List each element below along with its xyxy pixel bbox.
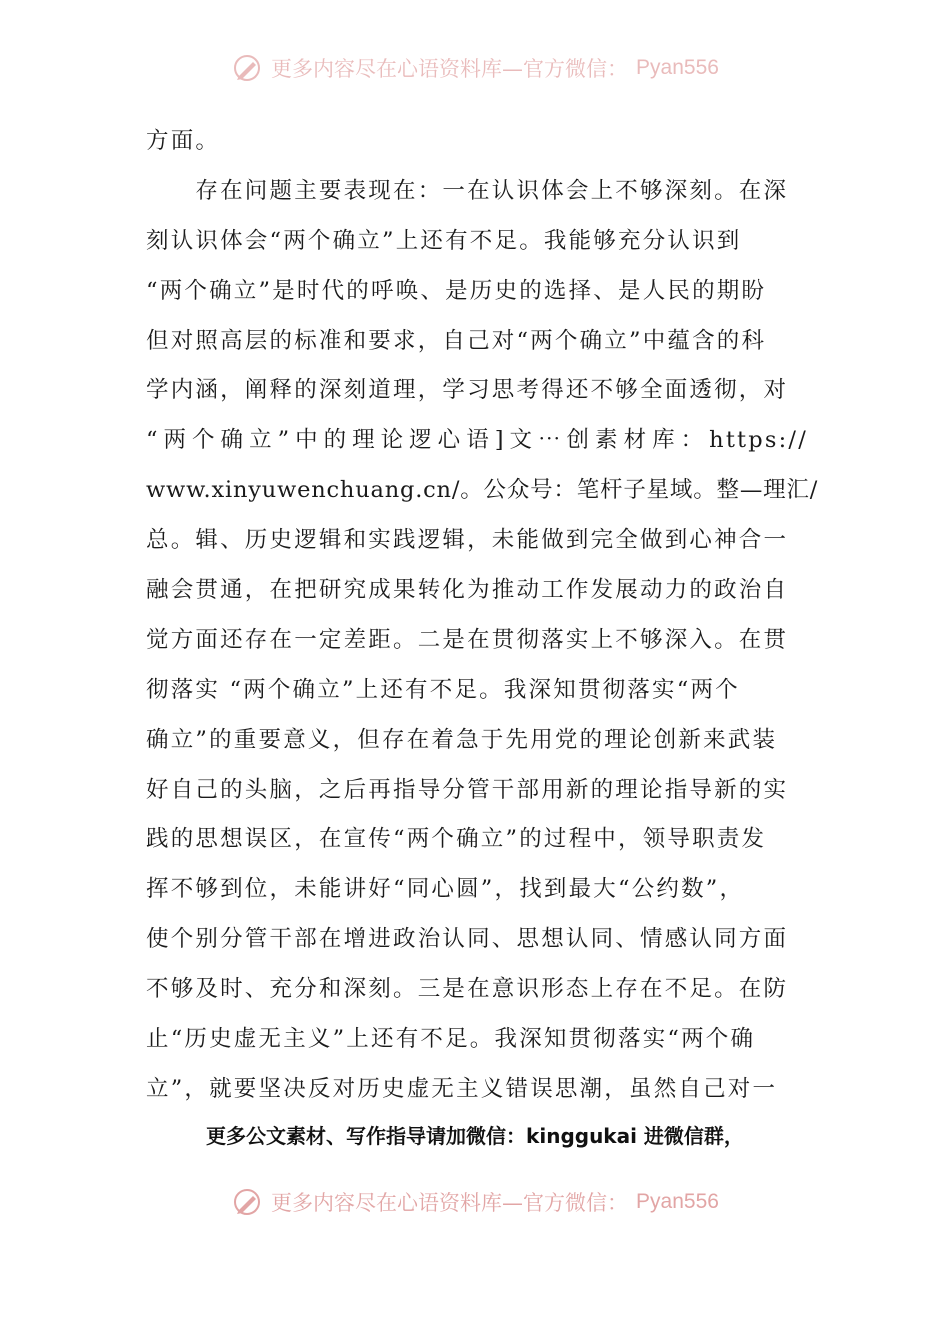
body-line: 确立”的重要意义，但存在着急于先用党的理论创新来武装 xyxy=(146,726,778,753)
body-line: 刻认识体会“两个确立”上还有不足。我能够充分认识到 xyxy=(146,227,742,254)
body-line: 好自己的头脑，之后再指导分管干部用新的理论指导新的实 xyxy=(146,776,789,803)
body-line: 止“历史虚无主义”上还有不足。我深知贯彻落实“两个确 xyxy=(146,1026,756,1053)
watermark-text: 更多内容尽在心语资料库—官方微信： xyxy=(271,57,629,81)
footer-watermark xyxy=(0,1186,950,1218)
pen-logo-icon xyxy=(231,52,263,84)
watermark-handle: Pyan556 xyxy=(636,1190,719,1213)
body-line: 存在问题主要表现在：一在认识体会上不够深刻。在深 xyxy=(146,177,789,204)
body-line: 使个别分管干部在增进政治认同、思想认同、情感认同方面 xyxy=(146,926,789,953)
promo-text: 更多公文素材、写作指导请加微信：kinggukai 进微信群， xyxy=(206,1124,744,1148)
body-line: 践的思想误区，在宣传“两个确立”的过程中，领导职责发 xyxy=(146,826,767,853)
body-line: 觉方面还存在一定差距。二是在贯彻落实上不够深入。在贯 xyxy=(146,626,789,653)
body-line: “两个确立”中的理论逻心语]文⋯创素材库：https:// xyxy=(146,427,808,454)
body-line: 立”，就要坚决反对历史虚无主义错误思潮，虽然自己对一 xyxy=(146,1075,778,1102)
body-line: 但对照高层的标准和要求，自己对“两个确立”中蕴含的科 xyxy=(146,327,767,354)
body-line: 挥不够到位，未能讲好“同心圆”，找到最大“公约数”， xyxy=(146,876,745,903)
body-line: 融会贯通，在把研究成果转化为推动工作发展动力的政治自 xyxy=(146,577,789,604)
header-watermark xyxy=(0,52,950,84)
body-line: 不够及时、充分和深刻。三是在意识形态上存在不足。在防 xyxy=(146,976,789,1003)
body-line: www.xinyuwenchuang.cn/。公众号：笔杆子星域。整—理汇/ xyxy=(146,477,819,504)
watermark-text: 更多内容尽在心语资料库—官方微信： xyxy=(271,1191,629,1215)
document-body xyxy=(146,117,819,1115)
body-line: 彻落实 “两个确立”上还有不足。我深知贯彻落实“两个 xyxy=(146,676,740,703)
watermark-handle: Pyan556 xyxy=(636,56,719,79)
body-line: “两个确立”是时代的呼唤、是历史的选择、是人民的期盼 xyxy=(146,277,767,304)
body-line: 方面。 xyxy=(146,128,221,154)
pen-logo-icon xyxy=(231,1186,263,1218)
body-line: 总。辑、历史逻辑和实践逻辑，未能做到完全做到心神合一 xyxy=(146,527,789,554)
body-line: 学内涵，阐释的深刻道理，学习思考得还不够全面透彻，对 xyxy=(146,377,789,404)
